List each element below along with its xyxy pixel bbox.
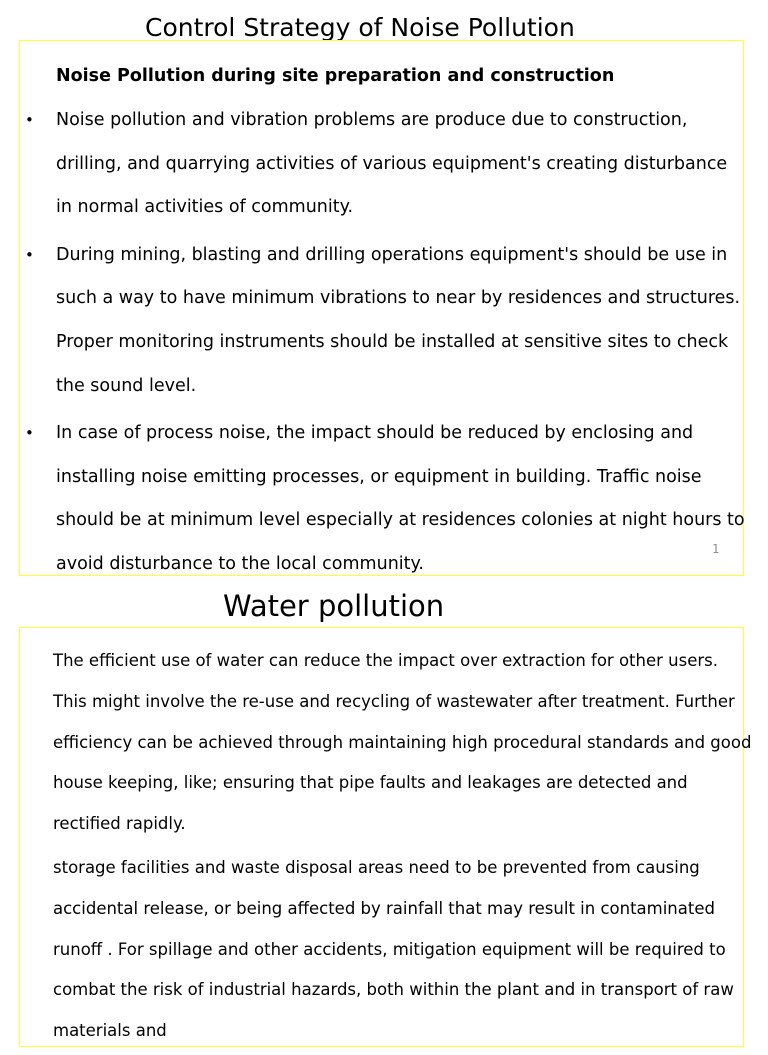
bullet-item [25,99,746,230]
paragraph-line: This might involve the re-use and recycling of wastewater after treatment. Further [53,691,735,711]
bullet-item [25,412,746,586]
paragraph-line: runoff . For spillage and other accidents, mitigation equipment will be required to [53,939,726,959]
paragraph-line: rectified rapidly. [53,814,186,834]
paragraph-line: accidental release, or being affected by rainfall that may result in contaminated [53,898,715,918]
bullet-text-line: the sound level. [56,375,197,396]
slide-1-title: Control Strategy of Noise Pollution [145,13,575,42]
bullet-text-line: Noise pollution and vibration problems are produce due to construction, [56,110,688,130]
paragraph-line: combat the risk of industrial hazards, both within the plant and in transport of raw [53,980,734,1000]
paragraph-line: house keeping, like; ensuring that pipe faults and leakages are detected and [53,773,688,793]
paragraph [53,848,753,1052]
bullet-text-line: In case of process noise, the impact should be reduced by enclosing and [56,423,694,444]
slide-2-title: Water pollution [223,589,445,623]
bullet-icon: • [25,111,34,129]
bullet-text-line: drilling, and quarrying activities of various equipment's creating disturbance [56,153,728,174]
bullet-text-line: should be at minimum level especially at residences colonies at night hours to [56,510,745,531]
paragraph-line: materials and [53,1021,167,1041]
paragraph-line: The efficient use of water can reduce the impact over extraction for other users. [53,651,718,670]
paragraph [53,641,753,845]
bullet-text-line: Proper monitoring instruments should be installed at sensitive sites to check [56,331,729,352]
bullet-text-line: installing noise emitting processes, or equipment in building. Traffic noise [56,466,702,487]
slide-1-subheading: Noise Pollution during site preparation and construction [56,66,615,86]
page-number: 1 [712,542,720,556]
bullet-item [25,234,746,408]
bullet-text-line: avoid disturbance to the local community. [56,553,424,574]
bullet-icon: • [25,424,34,443]
slide-2-body [53,641,753,1055]
paragraph-line: efficiency can be achieved through maintaining high procedural standards and good [53,732,752,752]
slide-1-body [25,64,746,591]
bullet-text-line: such a way to have minimum vibrations to near by residences and structures. [56,288,741,309]
bullet-text-line: During mining, blasting and drilling operations equipment's should be use in [56,244,728,265]
paragraph-line: storage facilities and waste disposal areas need to be prevented from causing [53,857,700,877]
bullet-text-line: in normal activities of community. [56,197,354,218]
bullet-icon: • [25,245,34,264]
